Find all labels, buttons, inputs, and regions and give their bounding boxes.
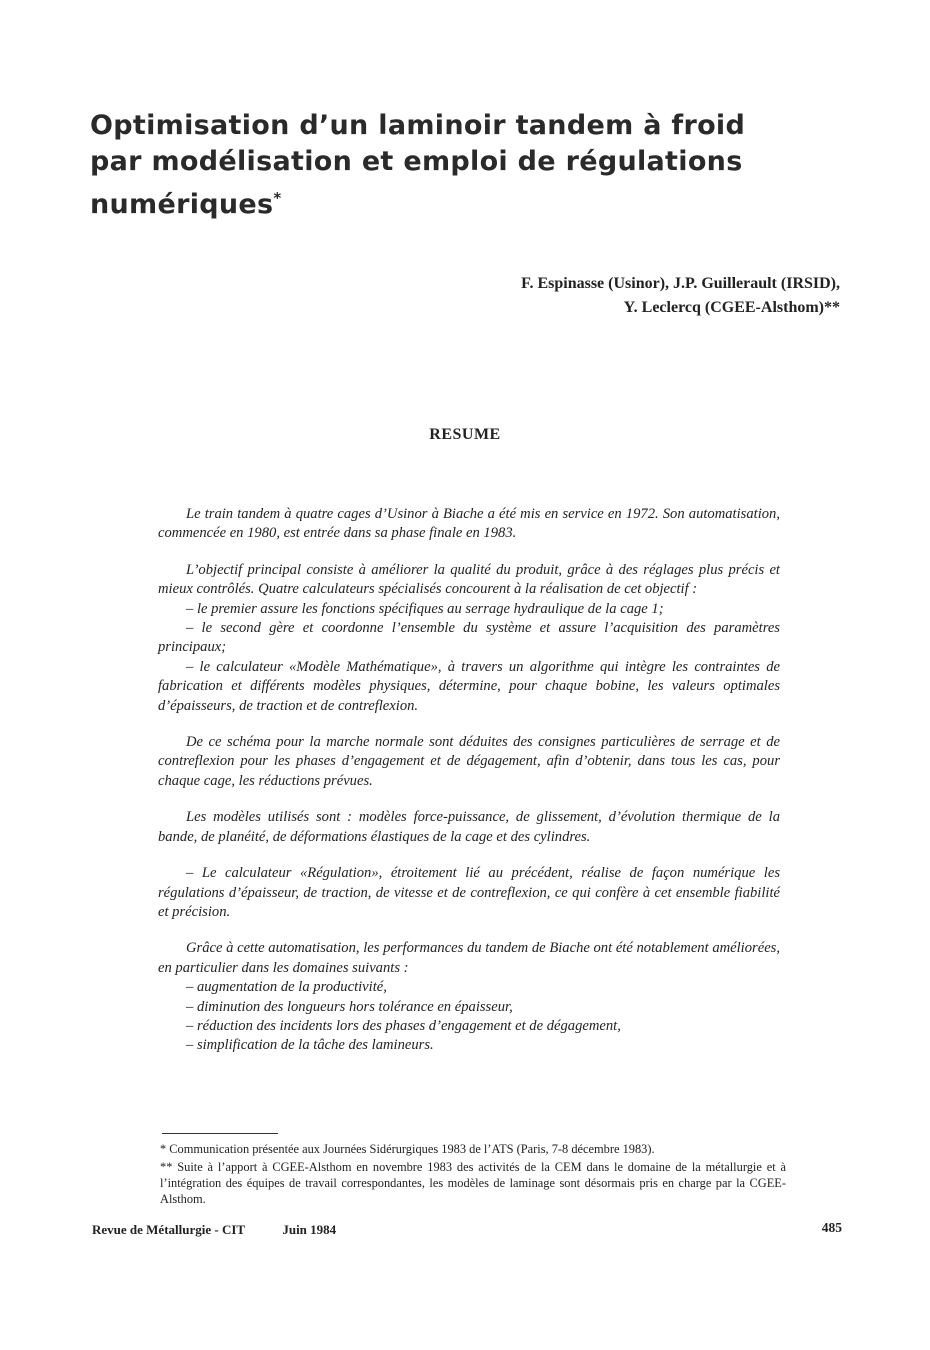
abstract-list-item: – augmentation de la productivité, — [186, 979, 387, 996]
title-line-2: par modélisation et emploi de régulations — [90, 146, 743, 177]
abstract-list-item: – réduction des incidents lors des phases d’engagement et de dégagement, — [186, 1017, 621, 1034]
title-footnote-marker: * — [273, 189, 282, 207]
abstract-paragraph-2 — [158, 561, 780, 716]
footnote-2: ** Suite à l’apport à CGEE-Alsthom en novembre 1983 des activités de la CEM dans le domaine de la métallurgie et à l’intégration des équipes de travail correspondantes, les modèles de laminage sont désormais pris en charge par la CGEE-Alsthom. — [160, 1160, 786, 1206]
authors-line-2: Y. Leclercq (CGEE-Alsthom)** — [623, 299, 840, 316]
footnote-divider — [162, 1133, 278, 1134]
title-line-3-text: numériques — [90, 189, 274, 220]
abstract-paragraph-2-intro: L’objectif principal consiste à améliorer la qualité du produit, grâce à des réglages plus précis et mieux contrôlés. Quatre calculateurs spécialisés concourent à la réalisation de cet objectif : — [158, 561, 780, 598]
abstract-list-item: – le second gère et coordonne l’ensemble du système et assure l’acquisition des paramètres principaux; — [158, 620, 780, 656]
abstract-list-item: – diminution des longueurs hors tolérance en épaisseur, — [186, 998, 513, 1015]
authors-line-1: F. Espinasse (Usinor), J.P. Guillerault (IRSID), — [521, 275, 840, 292]
abstract-paragraph-4: Les modèles utilisés sont : modèles force-puissance, de glissement, d’évolution thermique de la bande, de planéité, de déformations élastiques de la cage et des cylindres. — [158, 809, 780, 845]
title-line-1: Optimisation d’un laminoir tandem à froid — [90, 110, 746, 141]
footnote-1: * Communication présentée aux Journées Sidérurgiques 1983 de l’ATS (Paris, 7-8 décembre 1983). — [160, 1142, 655, 1156]
abstract-paragraph-3: De ce schéma pour la marche normale sont déduites des consignes particulières de serrage et de contreflexion pour les phases d’engagement et de dégagement, afin d’obtenir, dans tous les cas, pour chaque cage, les réductions prévues. — [158, 734, 780, 789]
abstract — [158, 505, 780, 1073]
issue-date: Juin 1984 — [282, 1222, 337, 1237]
journal-name: Revue de Métallurgie - CIT — [92, 1222, 246, 1237]
page-footer — [92, 1222, 336, 1238]
abstract-paragraph-5: – Le calculateur «Régulation», étroitement lié au précédent, réalise de façon numérique les régulations d’épaisseur, de traction, de vitesse et de contreflexion, ce qui confère à cet ensemble fiabilité et précision. — [158, 865, 780, 920]
abstract-list-item: – le calculateur «Modèle Mathématique», à travers un algorithme qui intègre les contraintes de fabrication et différents modèles physiques, détermine, pour chaque bobine, les valeurs optimales d’épaisseurs, de traction et de contreflexion. — [158, 658, 780, 714]
abstract-paragraph-6-intro: Grâce à cette automatisation, les performances du tandem de Biache ont été notablement améliorées, en particulier dans les domaines suivants : — [158, 940, 780, 976]
abstract-paragraph-1: Le train tandem à quatre cages d’Usinor à Biache a été mis en service en 1972. Son automatisation, commencée en 1980, est entrée dans sa phase finale en 1983. — [158, 506, 780, 542]
resume-heading: RESUME — [429, 426, 501, 443]
page-number: 485 — [821, 1220, 842, 1235]
authors — [521, 272, 840, 320]
abstract-list-item: – le premier assure les fonctions spécifiques au serrage hydraulique de la cage 1; — [186, 600, 664, 617]
abstract-list-item: – simplification de la tâche des lamineurs. — [186, 1037, 434, 1054]
abstract-paragraph-6 — [158, 939, 780, 1055]
title-line-3 — [90, 180, 790, 223]
footnotes — [160, 1141, 786, 1209]
article-title — [90, 108, 790, 223]
